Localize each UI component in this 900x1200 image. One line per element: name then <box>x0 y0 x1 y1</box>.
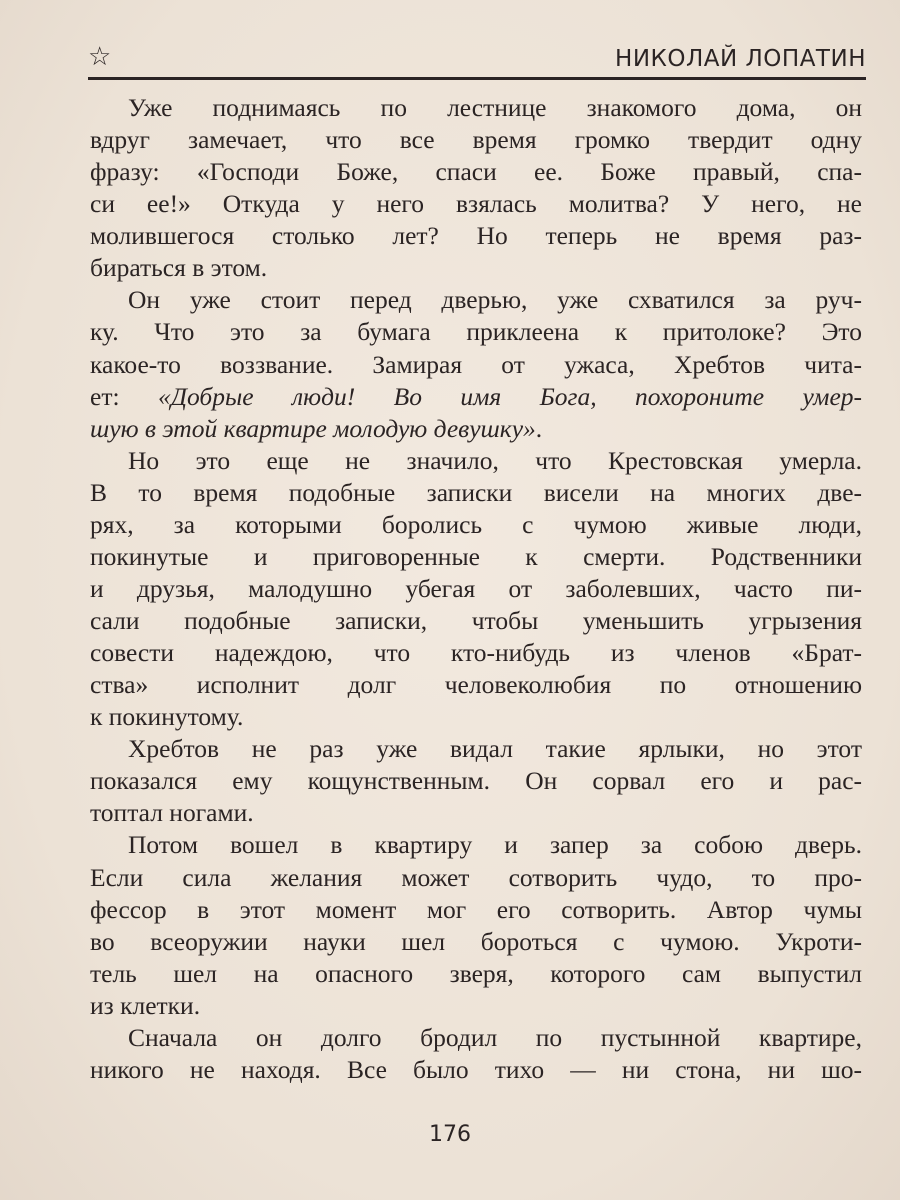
text-line <box>90 797 862 829</box>
text-segment: и друзья, малодушно убегая от заболевших, часто пи- <box>90 573 862 603</box>
text-segment: топтал ногами. <box>90 798 254 828</box>
star-icon: ☆ <box>88 42 112 72</box>
text-line <box>90 733 862 765</box>
text-segment: из клетки. <box>90 990 201 1020</box>
text-segment: Потом вошел в квартиру и запер за собою дверь. <box>128 830 862 860</box>
author-name: НИКОЛАЙ ЛОПАТИН <box>615 46 866 72</box>
paragraph <box>90 829 862 1021</box>
text-line <box>90 92 862 124</box>
text-line <box>90 862 862 894</box>
paragraph <box>90 733 862 829</box>
text-segment: рях, за которыми боролись с чумою живые люди, <box>90 509 862 539</box>
page-number: 176 <box>429 1122 471 1147</box>
text-segment: Но это еще не значило, что Крестовская умерла. <box>128 445 862 475</box>
text-segment: показался ему кощунственным. Он сорвал его и рас- <box>90 766 862 796</box>
text-line <box>90 573 862 605</box>
text-segment: тель шел на опасного зверя, которого сам выпустил <box>90 958 862 988</box>
text-line <box>90 894 862 926</box>
text-line <box>90 509 862 541</box>
text-segment: фессор в этот момент мог его сотворить. Автор чумы <box>90 894 862 924</box>
text-line <box>90 381 862 413</box>
header-rule <box>88 77 866 80</box>
text-line <box>90 220 862 252</box>
text-line <box>90 765 862 797</box>
text-segment: сали подобные записки, чтобы уменьшить угрызения <box>90 606 862 635</box>
text-segment: во всеоружии науки шел бороться с чумою. Укроти- <box>90 926 862 956</box>
paragraph <box>90 445 862 734</box>
text-line <box>90 477 862 509</box>
text-line <box>90 701 862 733</box>
text-line <box>90 413 862 445</box>
text-line <box>90 990 862 1022</box>
text-segment: си ее!» Откуда у него взялась молитва? У него, не <box>90 189 862 219</box>
text-line <box>90 926 862 958</box>
italic-text: шую в этой квартире молодую девушку» <box>90 413 536 443</box>
text-line <box>90 605 862 637</box>
text-line <box>90 349 862 381</box>
text-segment: никого не находя. Все было тихо — ни стона, ни шо- <box>90 1054 862 1084</box>
text-segment: Он уже стоит перед дверью, уже схватился за руч- <box>128 285 862 315</box>
text-segment: . <box>535 413 543 443</box>
text-segment: бираться в этом. <box>90 253 268 283</box>
text-segment: к покинутому. <box>90 702 244 732</box>
text-line <box>90 958 862 990</box>
text-segment: какое-то воззвание. Замирая от ужаса, Хребтов чита- <box>90 349 862 379</box>
text-segment: Хребтов не раз уже видал такие ярлыки, но этот <box>128 734 862 764</box>
text-segment: фразу: «Господи Боже, спаси ее. Боже правый, спа- <box>90 157 862 187</box>
text-line <box>90 445 862 477</box>
text-segment: вдруг замечает, что все время громко твердит одну <box>90 125 862 155</box>
text-line <box>90 284 862 316</box>
text-line <box>90 669 862 701</box>
text-line <box>90 316 862 348</box>
text-line <box>90 252 862 284</box>
text-line <box>90 1022 862 1054</box>
paragraph <box>90 284 862 444</box>
text-segment: Если сила желания может сотворить чудо, то про- <box>90 862 862 892</box>
text-line <box>90 829 862 861</box>
text-segment: совести надеждою, что кто-нибудь из членов «Брат- <box>90 638 862 668</box>
text-segment: ку. Что это за бумага приклеена к притолоке? Это <box>90 317 862 347</box>
paragraph <box>90 1022 862 1086</box>
text-segment: Сначала он долго бродил по пустынной квартире, <box>128 1022 862 1052</box>
text-line <box>90 188 862 220</box>
text-segment: ства» исполнит долг человеколюбия по отношению <box>90 670 862 700</box>
text-line <box>90 156 862 188</box>
text-segment: молившегося столько лет? Но теперь не время раз- <box>90 221 862 251</box>
text-segment: Уже поднимаясь по лестнице знакомого дома, он <box>128 93 862 122</box>
text-line <box>90 637 862 669</box>
text-line <box>90 541 862 573</box>
text-line <box>90 124 862 156</box>
text-segment: ет: <box>90 381 158 411</box>
text-line <box>90 1054 862 1086</box>
text-segment: покинутые и приговоренные к смерти. Родственники <box>90 541 862 571</box>
running-header <box>88 40 866 80</box>
text-segment: В то время подобные записки висели на многих две- <box>90 477 862 507</box>
italic-text: «Добрые люди! Во имя Бога, похороните умер- <box>157 381 863 411</box>
page-body-text <box>90 92 862 1086</box>
paragraph <box>90 92 862 284</box>
